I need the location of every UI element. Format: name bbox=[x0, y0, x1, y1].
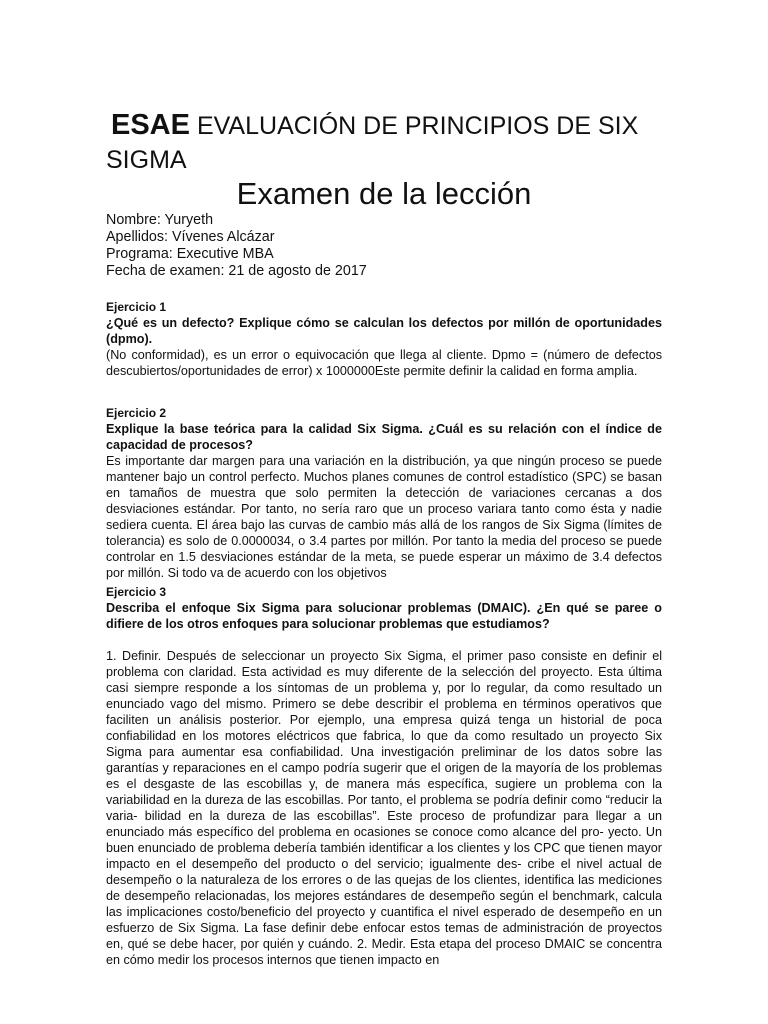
title-text: EVALUACIÓN DE PRINCIPIOS DE SIX SIGMA bbox=[106, 112, 639, 174]
exercise-title: Ejercicio 1 bbox=[106, 300, 167, 314]
exercise-answer: Es importante dar margen para una variación en la distribución, ya que ningún proceso se puede mantener bajo un control perfecto. Muchos planes comunes de control estadístico (SPC) se basan en tamaños de muestra que solo permiten la detección de variaciones cercanas a dos desviaciones estándar. Por tanto, no sería raro que un proceso variara tanto como ésta y nadie sediera cuenta. El área bajo las curvas de cambio más allá de los rangos de Six Sigma (límites de tolerancia) es solo de 0.0000034, o 3.4 partes por millón. Por tanto la media del proceso se puede controlar en 1.5 desviaciones estándar de la meta, se puede esperar un máximo de 3.4 defectos por millón. Si todo va de acuerdo con los objetivos bbox=[106, 454, 662, 580]
student-name: Nombre: Yuryeth bbox=[106, 212, 214, 228]
exercise-1 bbox=[106, 299, 662, 379]
student-info bbox=[106, 212, 662, 280]
brand-name: ESAE bbox=[111, 109, 190, 141]
exercise-2 bbox=[106, 405, 662, 581]
student-program: Programa: Executive MBA bbox=[106, 246, 274, 262]
document-title bbox=[106, 108, 662, 177]
exercise-question: Describa el enfoque Six Sigma para solucionar problemas (DMAIC). ¿En qué se paree o difiere de los otros enfoques para solucionar problemas que estudiamos? bbox=[106, 601, 662, 631]
exercise-title: Ejercicio 3 bbox=[106, 585, 167, 599]
exercise-answer: 1. Definir. Después de seleccionar un proyecto Six Sigma, el primer paso consiste en definir el problema con claridad. Esta actividad es muy diferente de la selección del proyecto. Esta última casi siempre responde a los síntomas de un problema y, por lo regular, da como resultado un enunciado vago del mismo. Primero se debe describir el problema en términos operativos que faciliten un análisis posterior. Por ejemplo, una empresa quizá tenga un historial de poca confiabilidad en los motores eléctricos que fabrica, lo que da como resultado un proyecto Six Sigma para aumentar esa confiabilidad. Una investigación preliminar de los datos sobre las garantías y reparaciones en el campo podría sugerir que el origen de la mayoría de los problemas es el desgaste de las escobillas y, de manera más específica, sugiere un problema con la variabilidad en la dureza de las escobillas. Por tanto, el problema se podría definir como “reducir la varia- bilidad en la dureza de las escobillas”. Este proceso de profundizar para llegar a un enunciado más específico del problema en ocasiones se conoce como alcance del pro- yecto. Un buen enunciado de problema debería también identificar a los clientes y los CPC que tienen mayor impacto en el desempeño del producto o del servicio; igualmente des- cribe el nivel actual de desempeño o la naturaleza de los errores o de las quejas de los clientes, identifica las mediciones de desempeño relacionadas, los mejores estándares de desempeño según el benchmark, calcula las implicaciones costo/beneficio del proyecto y cuantifica el nivel esperado de desempeño en un esfuerzo de Six Sigma. La fase definir debe enfocar estos temas de administración de proyectos en, qué se debe hacer, por quién y cuándo. 2. Medir. Esta etapa del proceso DMAIC se concentra en cómo medir los procesos internos que tienen impacto en bbox=[106, 649, 662, 967]
exam-date: Fecha de examen: 21 de agosto de 2017 bbox=[106, 263, 367, 279]
page-subtitle: Examen de la lección bbox=[236, 176, 532, 211]
exercise-answer: (No conformidad), es un error o equivocación que llega al cliente. Dpmo = (número de defectos descubiertos/oportunidades de error) x 1000000Este permite definir la calidad en forma amplia. bbox=[106, 348, 662, 378]
exercise-question: Explique la base teórica para la calidad Six Sigma. ¿Cuál es su relación con el índice de capacidad de procesos? bbox=[106, 422, 662, 452]
exercise-3 bbox=[106, 584, 662, 968]
exercise-title: Ejercicio 2 bbox=[106, 406, 167, 420]
student-surname: Apellidos: Vívenes Alcázar bbox=[106, 229, 275, 245]
exercise-question: ¿Qué es un defecto? Explique cómo se calculan los defectos por millón de oportunidades (dpmo). bbox=[106, 316, 662, 346]
